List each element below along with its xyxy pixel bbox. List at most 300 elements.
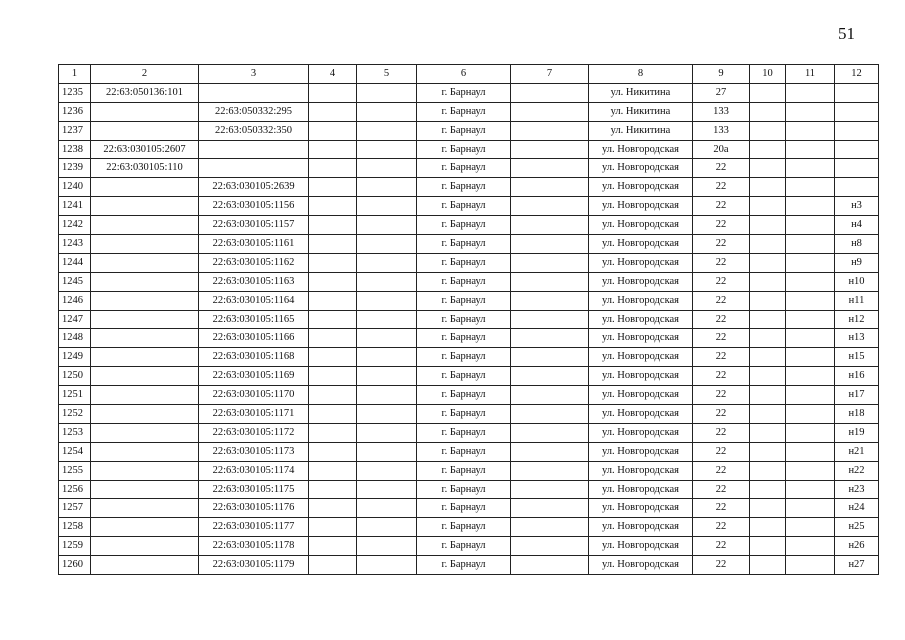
cell-col-7 <box>511 178 589 197</box>
cell-col-12 <box>835 102 879 121</box>
cell-col-8: ул. Никитина <box>589 83 693 102</box>
cell-col-7 <box>511 386 589 405</box>
cell-col-4 <box>309 367 357 386</box>
cell-col-2 <box>91 197 199 216</box>
cell-col-11 <box>786 499 835 518</box>
cell-col-5 <box>357 121 417 140</box>
cell-col-9: 22 <box>693 556 750 575</box>
cell-col-1: 1249 <box>59 348 91 367</box>
cell-col-8: ул. Новгородская <box>589 291 693 310</box>
cell-col-8: ул. Новгородская <box>589 367 693 386</box>
cell-col-6: г. Барнаул <box>417 178 511 197</box>
cell-col-9: 22 <box>693 291 750 310</box>
table-row <box>59 216 879 235</box>
cell-col-12: н10 <box>835 272 879 291</box>
cell-col-7 <box>511 197 589 216</box>
cell-col-12: н12 <box>835 310 879 329</box>
cell-col-11 <box>786 461 835 480</box>
cell-col-2 <box>91 556 199 575</box>
cell-col-4 <box>309 423 357 442</box>
cell-col-3: 22:63:030105:1163 <box>199 272 309 291</box>
cell-col-9: 22 <box>693 537 750 556</box>
cell-col-11 <box>786 102 835 121</box>
cell-col-10 <box>750 329 786 348</box>
column-header-3: 3 <box>199 65 309 84</box>
cell-col-3: 22:63:030105:1170 <box>199 386 309 405</box>
cell-col-6: г. Барнаул <box>417 329 511 348</box>
cell-col-8: ул. Новгородская <box>589 405 693 424</box>
cell-col-9: 133 <box>693 121 750 140</box>
cell-col-1: 1254 <box>59 442 91 461</box>
cell-col-3 <box>199 159 309 178</box>
cell-col-5 <box>357 140 417 159</box>
table-row <box>59 442 879 461</box>
column-header-8: 8 <box>589 65 693 84</box>
cell-col-11 <box>786 272 835 291</box>
cell-col-3: 22:63:030105:1173 <box>199 442 309 461</box>
cell-col-11 <box>786 329 835 348</box>
cell-col-4 <box>309 405 357 424</box>
table-row <box>59 405 879 424</box>
cell-col-7 <box>511 140 589 159</box>
cell-col-1: 1248 <box>59 329 91 348</box>
cell-col-3: 22:63:030105:1166 <box>199 329 309 348</box>
cell-col-9: 27 <box>693 83 750 102</box>
cell-col-3: 22:63:030105:1179 <box>199 556 309 575</box>
cell-col-12 <box>835 140 879 159</box>
cell-col-7 <box>511 405 589 424</box>
cell-col-3: 22:63:030105:1156 <box>199 197 309 216</box>
cell-col-9: 22 <box>693 216 750 235</box>
cell-col-4 <box>309 272 357 291</box>
cell-col-9: 22 <box>693 310 750 329</box>
table-row <box>59 235 879 254</box>
table-row <box>59 461 879 480</box>
table-row <box>59 499 879 518</box>
cell-col-9: 22 <box>693 405 750 424</box>
cell-col-12: н22 <box>835 461 879 480</box>
cell-col-8: ул. Новгородская <box>589 348 693 367</box>
cell-col-6: г. Барнаул <box>417 518 511 537</box>
cell-col-11 <box>786 178 835 197</box>
cell-col-8: ул. Новгородская <box>589 480 693 499</box>
cell-col-8: ул. Никитина <box>589 102 693 121</box>
cell-col-11 <box>786 121 835 140</box>
cell-col-4 <box>309 348 357 367</box>
cell-col-12: н26 <box>835 537 879 556</box>
cell-col-3: 22:63:030105:2639 <box>199 178 309 197</box>
cell-col-11 <box>786 386 835 405</box>
cell-col-1: 1243 <box>59 235 91 254</box>
column-header-11: 11 <box>786 65 835 84</box>
cell-col-5 <box>357 556 417 575</box>
cell-col-10 <box>750 537 786 556</box>
cell-col-6: г. Барнаул <box>417 348 511 367</box>
table-body <box>59 83 879 574</box>
cell-col-9: 22 <box>693 499 750 518</box>
table-row <box>59 253 879 272</box>
cell-col-9: 22 <box>693 386 750 405</box>
cell-col-6: г. Барнаул <box>417 480 511 499</box>
table-row <box>59 272 879 291</box>
cell-col-8: ул. Новгородская <box>589 386 693 405</box>
cell-col-10 <box>750 178 786 197</box>
cell-col-10 <box>750 461 786 480</box>
cell-col-5 <box>357 442 417 461</box>
cell-col-4 <box>309 140 357 159</box>
column-header-10: 10 <box>750 65 786 84</box>
cell-col-10 <box>750 442 786 461</box>
cell-col-3: 22:63:030105:1175 <box>199 480 309 499</box>
cell-col-1: 1247 <box>59 310 91 329</box>
cell-col-2 <box>91 423 199 442</box>
cell-col-10 <box>750 386 786 405</box>
cell-col-6: г. Барнаул <box>417 102 511 121</box>
cell-col-8: ул. Новгородская <box>589 423 693 442</box>
cell-col-3: 22:63:030105:1171 <box>199 405 309 424</box>
cell-col-6: г. Барнаул <box>417 216 511 235</box>
cell-col-1: 1258 <box>59 518 91 537</box>
cell-col-3: 22:63:030105:1165 <box>199 310 309 329</box>
cell-col-2 <box>91 367 199 386</box>
cell-col-7 <box>511 291 589 310</box>
cell-col-2 <box>91 102 199 121</box>
cell-col-5 <box>357 310 417 329</box>
cell-col-1: 1235 <box>59 83 91 102</box>
cell-col-3: 22:63:030105:1169 <box>199 367 309 386</box>
cell-col-4 <box>309 253 357 272</box>
cell-col-4 <box>309 159 357 178</box>
cell-col-8: ул. Новгородская <box>589 310 693 329</box>
cell-col-9: 22 <box>693 197 750 216</box>
cell-col-6: г. Барнаул <box>417 159 511 178</box>
table-row <box>59 310 879 329</box>
cell-col-11 <box>786 405 835 424</box>
cell-col-8: ул. Новгородская <box>589 461 693 480</box>
cell-col-1: 1240 <box>59 178 91 197</box>
cell-col-2 <box>91 537 199 556</box>
cell-col-7 <box>511 367 589 386</box>
cell-col-11 <box>786 253 835 272</box>
cell-col-10 <box>750 235 786 254</box>
cell-col-7 <box>511 253 589 272</box>
column-header-12: 12 <box>835 65 879 84</box>
cell-col-6: г. Барнаул <box>417 442 511 461</box>
table-row <box>59 480 879 499</box>
table-row <box>59 537 879 556</box>
cell-col-5 <box>357 329 417 348</box>
column-header-6: 6 <box>417 65 511 84</box>
cell-col-3 <box>199 140 309 159</box>
cell-col-10 <box>750 518 786 537</box>
cell-col-2 <box>91 480 199 499</box>
cell-col-12: н27 <box>835 556 879 575</box>
cell-col-3: 22:63:030105:1178 <box>199 537 309 556</box>
cell-col-1: 1257 <box>59 499 91 518</box>
table-row <box>59 423 879 442</box>
cell-col-4 <box>309 291 357 310</box>
cell-col-6: г. Барнаул <box>417 499 511 518</box>
column-header-4: 4 <box>309 65 357 84</box>
cell-col-11 <box>786 159 835 178</box>
cell-col-3: 22:63:030105:1164 <box>199 291 309 310</box>
table-row <box>59 102 879 121</box>
cell-col-10 <box>750 348 786 367</box>
cell-col-9: 22 <box>693 159 750 178</box>
cell-col-11 <box>786 197 835 216</box>
table-row <box>59 159 879 178</box>
cell-col-6: г. Барнаул <box>417 386 511 405</box>
cell-col-11 <box>786 423 835 442</box>
cell-col-5 <box>357 499 417 518</box>
cell-col-1: 1239 <box>59 159 91 178</box>
column-header-7: 7 <box>511 65 589 84</box>
cell-col-6: г. Барнаул <box>417 291 511 310</box>
cell-col-8: ул. Новгородская <box>589 159 693 178</box>
table-row <box>59 178 879 197</box>
cell-col-4 <box>309 121 357 140</box>
cell-col-7 <box>511 121 589 140</box>
cell-col-9: 22 <box>693 423 750 442</box>
cell-col-5 <box>357 480 417 499</box>
cell-col-3: 22:63:030105:1174 <box>199 461 309 480</box>
cell-col-8: ул. Новгородская <box>589 178 693 197</box>
cell-col-8: ул. Новгородская <box>589 272 693 291</box>
cell-col-4 <box>309 178 357 197</box>
cell-col-8: ул. Новгородская <box>589 556 693 575</box>
cell-col-10 <box>750 253 786 272</box>
table-row <box>59 386 879 405</box>
cell-col-5 <box>357 197 417 216</box>
cell-col-3: 22:63:050332:295 <box>199 102 309 121</box>
header-row <box>59 65 879 84</box>
cell-col-5 <box>357 159 417 178</box>
column-header-1: 1 <box>59 65 91 84</box>
cell-col-3: 22:63:030105:1177 <box>199 518 309 537</box>
cell-col-12 <box>835 159 879 178</box>
column-header-9: 9 <box>693 65 750 84</box>
table-row <box>59 121 879 140</box>
cell-col-10 <box>750 556 786 575</box>
cell-col-4 <box>309 329 357 348</box>
cell-col-3 <box>199 83 309 102</box>
cell-col-6: г. Барнаул <box>417 423 511 442</box>
cell-col-12 <box>835 83 879 102</box>
table-row <box>59 556 879 575</box>
cell-col-4 <box>309 83 357 102</box>
cell-col-4 <box>309 518 357 537</box>
cell-col-12: н18 <box>835 405 879 424</box>
cell-col-9: 20а <box>693 140 750 159</box>
cell-col-11 <box>786 537 835 556</box>
cell-col-12: н23 <box>835 480 879 499</box>
cell-col-1: 1238 <box>59 140 91 159</box>
cell-col-5 <box>357 235 417 254</box>
cell-col-3: 22:63:030105:1157 <box>199 216 309 235</box>
cell-col-5 <box>357 423 417 442</box>
cell-col-12: н9 <box>835 253 879 272</box>
cell-col-2 <box>91 178 199 197</box>
cell-col-12: н15 <box>835 348 879 367</box>
cell-col-12 <box>835 178 879 197</box>
cell-col-9: 22 <box>693 272 750 291</box>
cell-col-1: 1237 <box>59 121 91 140</box>
cell-col-6: г. Барнаул <box>417 367 511 386</box>
cell-col-6: г. Барнаул <box>417 310 511 329</box>
cell-col-4 <box>309 102 357 121</box>
cell-col-8: ул. Новгородская <box>589 518 693 537</box>
cell-col-4 <box>309 197 357 216</box>
cell-col-8: ул. Новгородская <box>589 140 693 159</box>
cell-col-1: 1255 <box>59 461 91 480</box>
table-row <box>59 83 879 102</box>
cell-col-12: н13 <box>835 329 879 348</box>
cell-col-1: 1244 <box>59 253 91 272</box>
cell-col-11 <box>786 480 835 499</box>
cell-col-2 <box>91 442 199 461</box>
cell-col-10 <box>750 140 786 159</box>
cell-col-7 <box>511 423 589 442</box>
cell-col-11 <box>786 235 835 254</box>
cell-col-12: н17 <box>835 386 879 405</box>
cell-col-5 <box>357 461 417 480</box>
column-header-2: 2 <box>91 65 199 84</box>
cell-col-11 <box>786 291 835 310</box>
cell-col-9: 22 <box>693 367 750 386</box>
cell-col-4 <box>309 216 357 235</box>
cell-col-12: н16 <box>835 367 879 386</box>
page-number: 51 <box>838 24 855 43</box>
cell-col-5 <box>357 367 417 386</box>
cell-col-7 <box>511 272 589 291</box>
cell-col-6: г. Барнаул <box>417 461 511 480</box>
table-row <box>59 367 879 386</box>
cell-col-2: 22:63:030105:2607 <box>91 140 199 159</box>
cell-col-6: г. Барнаул <box>417 272 511 291</box>
cell-col-8: ул. Новгородская <box>589 197 693 216</box>
cell-col-12: н19 <box>835 423 879 442</box>
cell-col-1: 1260 <box>59 556 91 575</box>
cell-col-4 <box>309 537 357 556</box>
cell-col-7 <box>511 348 589 367</box>
cell-col-7 <box>511 442 589 461</box>
cell-col-3: 22:63:030105:1162 <box>199 253 309 272</box>
cell-col-9: 22 <box>693 178 750 197</box>
cell-col-11 <box>786 216 835 235</box>
cell-col-5 <box>357 253 417 272</box>
cell-col-9: 22 <box>693 518 750 537</box>
cell-col-2 <box>91 310 199 329</box>
cell-col-7 <box>511 480 589 499</box>
cell-col-7 <box>511 310 589 329</box>
cell-col-8: ул. Новгородская <box>589 499 693 518</box>
register-table <box>58 64 879 575</box>
cell-col-7 <box>511 83 589 102</box>
cell-col-7 <box>511 518 589 537</box>
cell-col-4 <box>309 461 357 480</box>
cell-col-7 <box>511 102 589 121</box>
cell-col-10 <box>750 291 786 310</box>
cell-col-3: 22:63:030105:1172 <box>199 423 309 442</box>
cell-col-9: 22 <box>693 480 750 499</box>
cell-col-2 <box>91 291 199 310</box>
cell-col-4 <box>309 480 357 499</box>
cell-col-1: 1242 <box>59 216 91 235</box>
cell-col-1: 1259 <box>59 537 91 556</box>
cell-col-7 <box>511 461 589 480</box>
cell-col-11 <box>786 556 835 575</box>
cell-col-9: 22 <box>693 329 750 348</box>
cell-col-12: н4 <box>835 216 879 235</box>
cell-col-2 <box>91 272 199 291</box>
cell-col-11 <box>786 518 835 537</box>
cell-col-8: ул. Новгородская <box>589 442 693 461</box>
cell-col-10 <box>750 499 786 518</box>
cell-col-2 <box>91 518 199 537</box>
cell-col-6: г. Барнаул <box>417 537 511 556</box>
cell-col-12: н11 <box>835 291 879 310</box>
cell-col-8: ул. Новгородская <box>589 329 693 348</box>
cell-col-5 <box>357 272 417 291</box>
cell-col-6: г. Барнаул <box>417 253 511 272</box>
cell-col-5 <box>357 102 417 121</box>
cell-col-5 <box>357 178 417 197</box>
cell-col-4 <box>309 310 357 329</box>
cell-col-10 <box>750 159 786 178</box>
cell-col-1: 1241 <box>59 197 91 216</box>
cell-col-12: н25 <box>835 518 879 537</box>
cell-col-6: г. Барнаул <box>417 197 511 216</box>
cell-col-2: 22:63:030105:110 <box>91 159 199 178</box>
cell-col-5 <box>357 405 417 424</box>
cell-col-1: 1253 <box>59 423 91 442</box>
cell-col-12: н3 <box>835 197 879 216</box>
cell-col-3: 22:63:030105:1161 <box>199 235 309 254</box>
cell-col-8: ул. Новгородская <box>589 253 693 272</box>
cell-col-9: 22 <box>693 442 750 461</box>
table-row <box>59 140 879 159</box>
cell-col-5 <box>357 291 417 310</box>
cell-col-11 <box>786 83 835 102</box>
cell-col-2 <box>91 216 199 235</box>
cell-col-7 <box>511 216 589 235</box>
cell-col-10 <box>750 121 786 140</box>
cell-col-2 <box>91 461 199 480</box>
cell-col-1: 1245 <box>59 272 91 291</box>
cell-col-2 <box>91 329 199 348</box>
cell-col-10 <box>750 480 786 499</box>
cell-col-11 <box>786 367 835 386</box>
cell-col-10 <box>750 310 786 329</box>
cell-col-11 <box>786 310 835 329</box>
cell-col-12: н21 <box>835 442 879 461</box>
cell-col-8: ул. Новгородская <box>589 216 693 235</box>
cell-col-7 <box>511 329 589 348</box>
cell-col-10 <box>750 272 786 291</box>
cell-col-1: 1236 <box>59 102 91 121</box>
cell-col-6: г. Барнаул <box>417 405 511 424</box>
cell-col-6: г. Барнаул <box>417 121 511 140</box>
table-row <box>59 348 879 367</box>
cell-col-2 <box>91 405 199 424</box>
cell-col-7 <box>511 159 589 178</box>
cell-col-12 <box>835 121 879 140</box>
cell-col-1: 1246 <box>59 291 91 310</box>
cell-col-7 <box>511 537 589 556</box>
cell-col-4 <box>309 499 357 518</box>
cell-col-3: 22:63:030105:1176 <box>199 499 309 518</box>
cell-col-12: н8 <box>835 235 879 254</box>
